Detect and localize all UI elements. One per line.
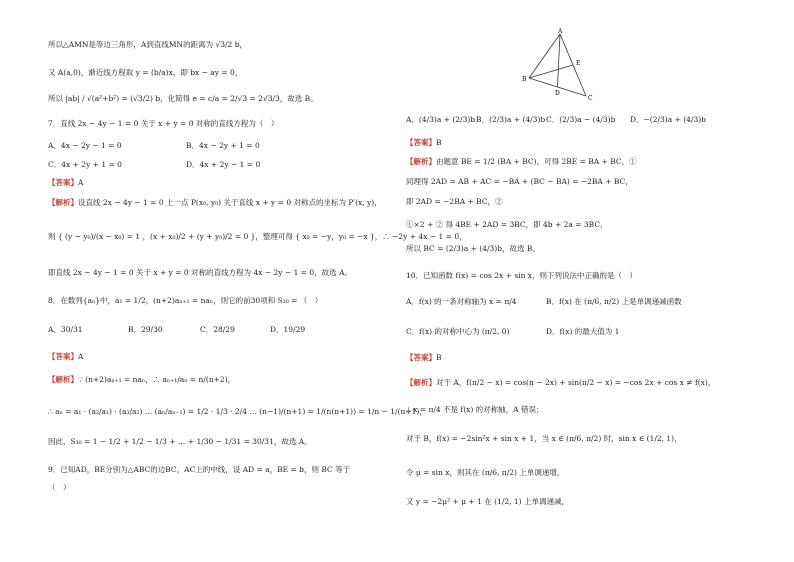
- q9-analysis-2: 同理得 2AD = AB + AC = −BA + (BC − BA) = −2BA + BC，: [406, 177, 633, 186]
- analysis-text: ∵ (n+2)aₙ₊₁ = naₙ，∴ aₙ₊₁/aₙ = n/(n+2)，: [78, 375, 236, 384]
- question-7: 7．直线 2x − 4y − 1 = 0 关于 x + y = 0 对称的直线方程为（ ）: [48, 119, 279, 128]
- q9-analysis-4: ①×2 + ② 得 4BE + 2AD = 3BC，即 4b + 2a = 3BC，: [406, 220, 608, 229]
- question-8: 8．在数列{aₙ}中，a₁ = 1/2，(n+2)aₙ₊₁ = naₙ，则它的前30项和 S₃₀ = （ ）: [48, 296, 323, 305]
- q9-option-c: C．(2/3)a − (4/3)b: [546, 115, 616, 124]
- q10-option-b: B．f(x) 在 (π/6, π/2) 上是单调递减函数: [546, 297, 682, 306]
- question-10: 10．已知函数 f(x) = cos 2x + sin x，则下列说法中正确的是（ ）: [406, 271, 638, 280]
- analysis-tag: 【解析】: [48, 198, 78, 207]
- q10-option-a: A．f(x) 的一条对称轴为 x = π/4: [406, 297, 517, 306]
- q10-analysis-4: 令 μ = sin x，则其在 (π/6, π/2) 上单调递增，: [406, 468, 565, 477]
- text-line: 所以 |ab| / √(a²+b²) = (√3/2) b，化简得 e = c/a = 2/√3 = 2√3/3，故选 B。: [48, 94, 318, 103]
- analysis-text: 由题意 BE = 1/2 (BA + BC)，可得 2BE = BA + BC，①: [436, 157, 637, 166]
- median-ad: [558, 34, 561, 87]
- analysis-tag: 【解析】: [48, 375, 78, 384]
- q7-option-c: C．4x + 2y + 1 = 0: [48, 160, 122, 169]
- q10-analysis-1: [406, 378, 715, 388]
- answer-tag: 【答案】: [48, 178, 78, 187]
- q9-answer: [406, 138, 442, 148]
- q7-analysis-2: 则 { (y − y₀)/(x − x₀) = 1 ，(x + x₀)/2 + (y + y₀)/2 = 0 }，整理可得 { x₀ = −y，y₀ = −x }，∴ −2y + 4x − 1 = 0，: [48, 232, 467, 241]
- q9-option-b: B．(2/3)a + (4/3)b: [476, 115, 546, 124]
- vertex-label-c: C: [588, 95, 593, 102]
- text-line: 所以△AMN是等边三角形，A到直线MN的距离为 √3/2 b，: [48, 40, 248, 49]
- answer-value: B: [436, 353, 442, 362]
- answer-value: A: [78, 178, 84, 187]
- q10-analysis-3: 对于 B，f(x) = −2sin²x + sin x + 1，当 x ∈ (π/6, π/2) 时，sin x ∈ (1/2, 1)，: [406, 434, 682, 443]
- q8-analysis-3: 因此，S₃₀ = 1 − 1/2 + 1/2 − 1/3 + … + 1/30 − 1/31 = 30/31，故选 A。: [48, 437, 312, 446]
- q8-option-d: D．19/29: [270, 325, 306, 334]
- q7-analysis-1: [48, 198, 382, 208]
- answer-value: A: [78, 352, 84, 361]
- q7-analysis-3: 即直线 2x − 4y − 1 = 0 关于 x + y = 0 对称的直线方程为 4x − 2y − 1 = 0，故选 A。: [48, 268, 352, 277]
- q10-answer: [406, 353, 442, 363]
- answer-tag: 【答案】: [48, 352, 78, 361]
- q9-option-a: A．(4/3)a + (2/3)b: [406, 115, 476, 124]
- q8-analysis-1: [48, 375, 235, 385]
- point-label-e: E: [576, 60, 581, 67]
- point-label-d: D: [555, 90, 560, 97]
- triangle-edge-ab: [529, 34, 560, 78]
- analysis-text: 设直线 2x − 4y − 1 = 0 上一点 P(x₀, y₀) 关于直线 x + y = 0 对称点的坐标为 P′(x, y)，: [78, 198, 382, 207]
- q10-option-c: C．f(x) 的对称中心为 (π/2, 0): [406, 327, 510, 336]
- triangle-figure: [514, 28, 604, 103]
- text-line: 又 A(a,0)，渐近线方程取 y = (b/a)x，即 bx − ay = 0，: [48, 68, 243, 77]
- q7-option-b: B．4x − 2y + 1 = 0: [186, 141, 260, 150]
- q8-option-b: B．29/30: [128, 325, 163, 334]
- question-9: 9．已知AD，BE分别为△ABC的边BC，AC上的中线，设 AD = a，BE = b，则 BC 等于: [48, 465, 351, 474]
- q7-option-a: A．4x − 2y − 1 = 0: [48, 141, 122, 150]
- q9-analysis-5: 所以 BC = (2/3)a + (4/3)b，故选 B。: [406, 244, 540, 253]
- analysis-tag: 【解析】: [406, 378, 436, 387]
- analysis-tag: 【解析】: [406, 157, 436, 166]
- q9-paren: （ ）: [48, 483, 71, 492]
- q10-option-d: D．f(x) 的最大值为 1: [546, 327, 620, 336]
- q8-answer: [48, 352, 83, 362]
- q7-option-d: D．4x + 2y − 1 = 0: [186, 160, 261, 169]
- analysis-text: 对于 A，f(π/2 − x) = cos(π − 2x) + sin(π/2 − x) = −cos 2x + cos x ≠ f(x)，: [436, 378, 716, 387]
- q10-analysis-2: ∴ x = π/4 不是 f(x) 的对称轴，A 错误；: [406, 405, 544, 414]
- q8-option-c: C．28/29: [200, 325, 235, 334]
- q9-analysis-3: 即 2AD = −2BA + BC，②: [406, 197, 503, 206]
- vertex-label-a: A: [558, 28, 563, 35]
- median-be: [529, 65, 573, 78]
- answer-value: B: [436, 138, 442, 147]
- q7-answer: [48, 178, 83, 188]
- q10-analysis-5: 又 y = −2μ² + μ + 1 在 (1/2, 1) 上单调递减，: [406, 497, 569, 506]
- q9-analysis-1: [406, 157, 637, 167]
- q8-option-a: A．30/31: [48, 325, 83, 334]
- answer-tag: 【答案】: [406, 138, 436, 147]
- q9-option-d: D．−(2/3)a + (4/3)b: [630, 115, 706, 124]
- answer-tag: 【答案】: [406, 353, 436, 362]
- q8-analysis-2: ∴ aₙ = a₁ · (a₂/a₁) · (a₃/a₂) … (aₙ/aₙ₋₁) = 1/2 · 1/3 · 2/4 … (n−1)/(n+1) = 1/(n(n+1)) = 1/n − 1/(n+1)，: [48, 407, 427, 416]
- vertex-label-b: B: [522, 76, 527, 83]
